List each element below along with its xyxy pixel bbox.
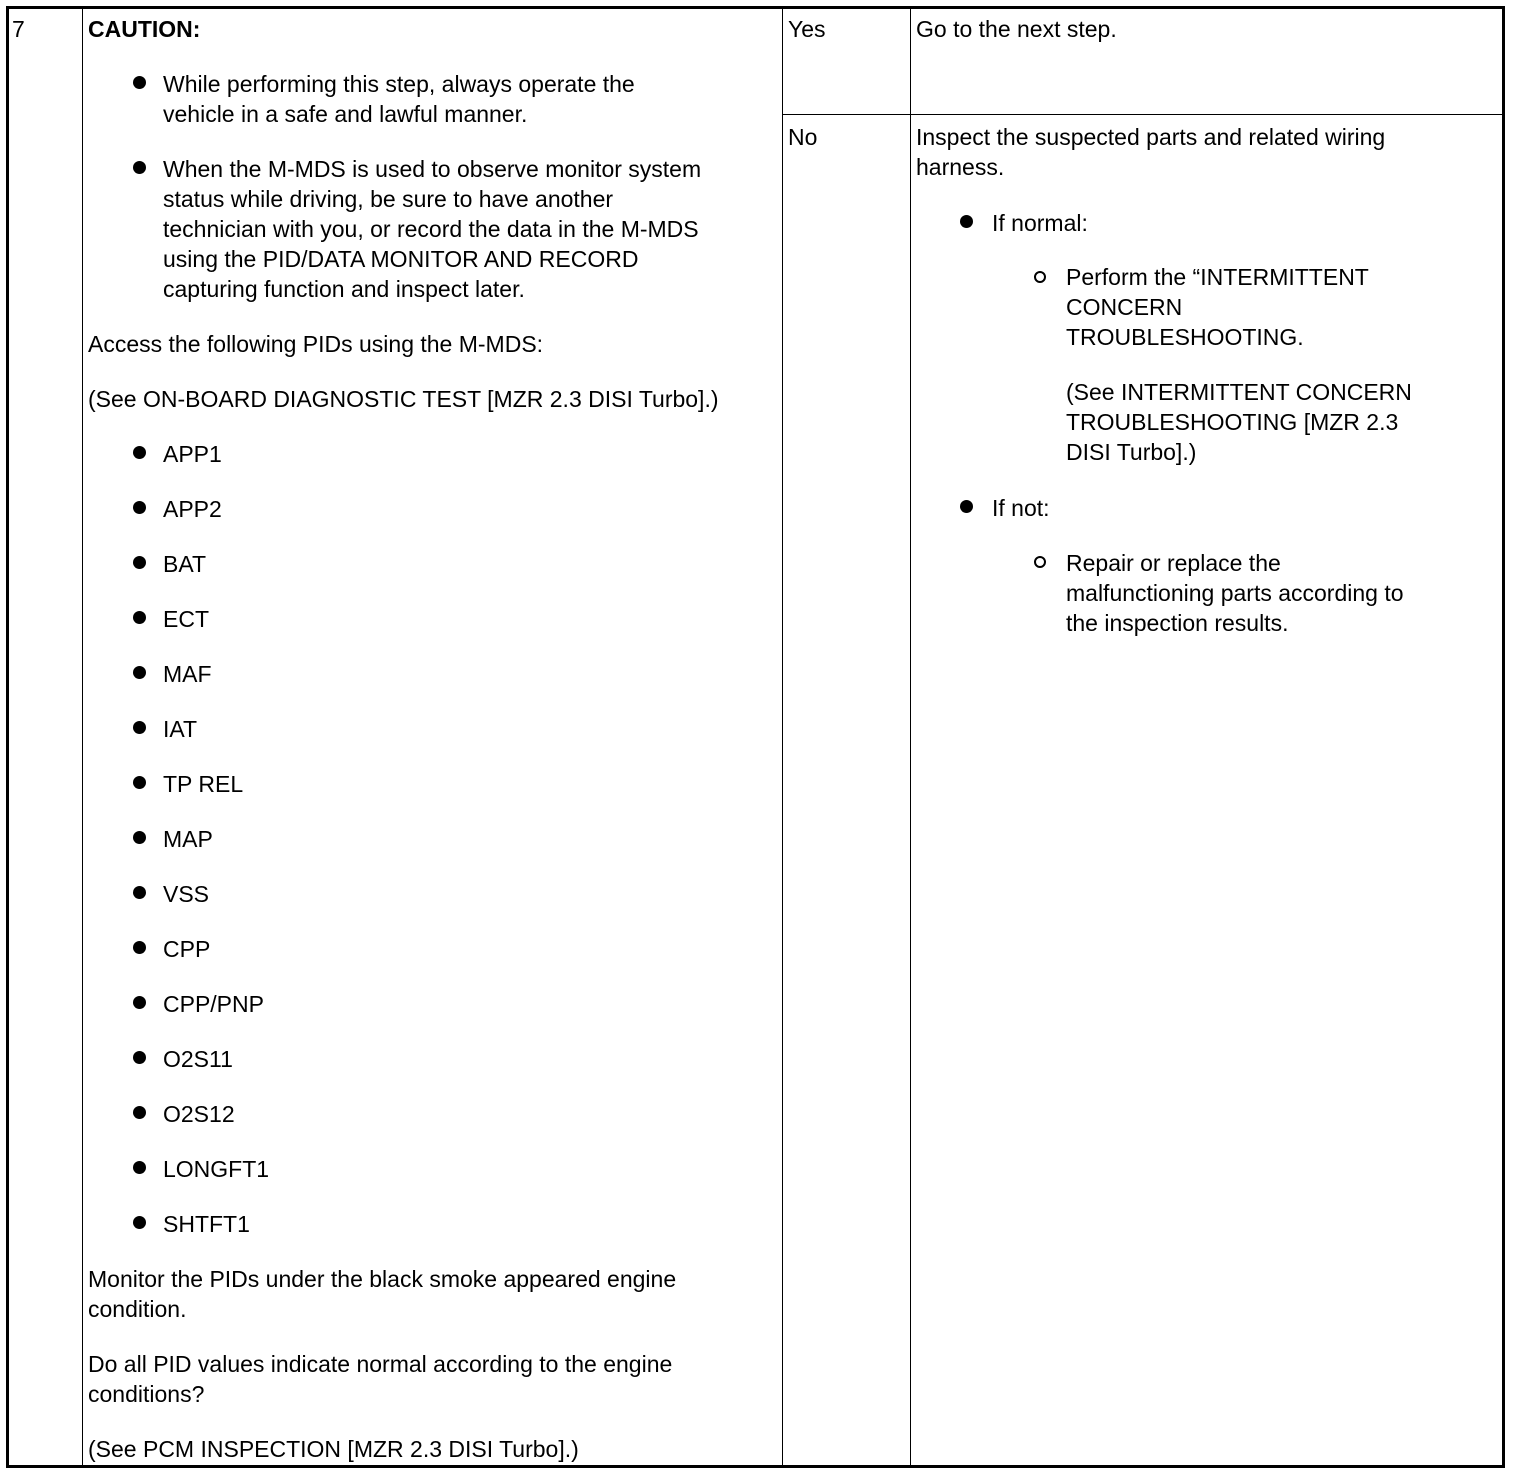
normal-action-ring — [1034, 271, 1046, 283]
pid-item: BAT — [163, 551, 207, 577]
pid-bullet — [133, 721, 146, 734]
pid-bullet — [133, 831, 146, 844]
caution-heading: CAUTION: — [88, 16, 201, 42]
pid-item: VSS — [163, 881, 210, 907]
pid-item: CPP/PNP — [163, 991, 264, 1017]
pid-bullet — [133, 776, 146, 789]
pid-item: APP2 — [163, 496, 222, 522]
pid-bullet — [133, 446, 146, 459]
not-action-ring — [1034, 556, 1046, 568]
pid-bullet — [133, 1106, 146, 1119]
pid-item: SHTFT1 — [163, 1211, 250, 1237]
caution-item-2: When the M-MDS is used to observe monitor system status while driving, be sure to have another technician with you, or record the data in the M-MDS using the PID/DATA MONITOR AND RECORD capturing function and inspect later. — [163, 156, 702, 302]
row-divider-yes-no — [782, 114, 1505, 115]
pid-item: CPP — [163, 936, 211, 962]
pid-bullet — [133, 1216, 146, 1229]
result-yes: Yes — [788, 16, 826, 42]
not-action: Repair or replace the malfunctioning parts according to the inspection results. — [1066, 550, 1404, 636]
pid-bullet — [133, 556, 146, 569]
caution-bullet — [133, 76, 146, 89]
pid-bullet — [133, 886, 146, 899]
pid-bullet — [133, 996, 146, 1009]
monitor-pids-text: Monitor the PIDs under the black smoke appeared engine condition. — [88, 1266, 677, 1322]
access-pids-text: Access the following PIDs using the M-MDS: — [88, 331, 544, 357]
pid-item: APP1 — [163, 441, 222, 467]
column-divider-result — [782, 6, 783, 1468]
if-normal-label: If normal: — [992, 210, 1088, 236]
column-divider-action — [910, 6, 911, 1468]
pid-item: IAT — [163, 716, 198, 742]
column-divider-step — [82, 6, 83, 1468]
pid-item: O2S11 — [163, 1046, 233, 1072]
pid-item: ECT — [163, 606, 209, 632]
pid-bullet — [133, 1161, 146, 1174]
pid-item: O2S12 — [163, 1101, 235, 1127]
normal-action: Perform the “INTERMITTENT CONCERN TROUBLESHOOTING. — [1066, 264, 1369, 350]
see-pcm-reference: (See PCM INSPECTION [MZR 2.3 DISI Turbo].) — [88, 1436, 579, 1462]
pid-item: MAP — [163, 826, 213, 852]
caution-item-1: While performing this step, always operate the vehicle in a safe and lawful manner. — [163, 71, 635, 127]
pid-item: MAF — [163, 661, 212, 687]
normal-see-reference: (See INTERMITTENT CONCERN TROUBLESHOOTING [MZR 2.3 DISI Turbo].) — [1066, 379, 1412, 465]
pid-bullet — [133, 501, 146, 514]
pid-bullet — [133, 666, 146, 679]
pid-bullet — [133, 1051, 146, 1064]
no-action: Inspect the suspected parts and related wiring harness. — [916, 124, 1386, 180]
pid-bullet — [133, 611, 146, 624]
see-obd-reference: (See ON-BOARD DIAGNOSTIC TEST [MZR 2.3 DISI Turbo].) — [88, 386, 719, 412]
question-text: Do all PID values indicate normal according to the engine conditions? — [88, 1351, 673, 1407]
pid-bullet — [133, 941, 146, 954]
pid-item: LONGFT1 — [163, 1156, 270, 1182]
if-not-label: If not: — [992, 495, 1050, 521]
step-number: 7 — [12, 16, 25, 42]
if-not-bullet — [960, 500, 973, 513]
if-normal-bullet — [960, 215, 973, 228]
pid-item: TP REL — [163, 771, 244, 797]
result-no: No — [788, 124, 818, 150]
caution-bullet — [133, 161, 146, 174]
yes-action: Go to the next step. — [916, 16, 1117, 42]
